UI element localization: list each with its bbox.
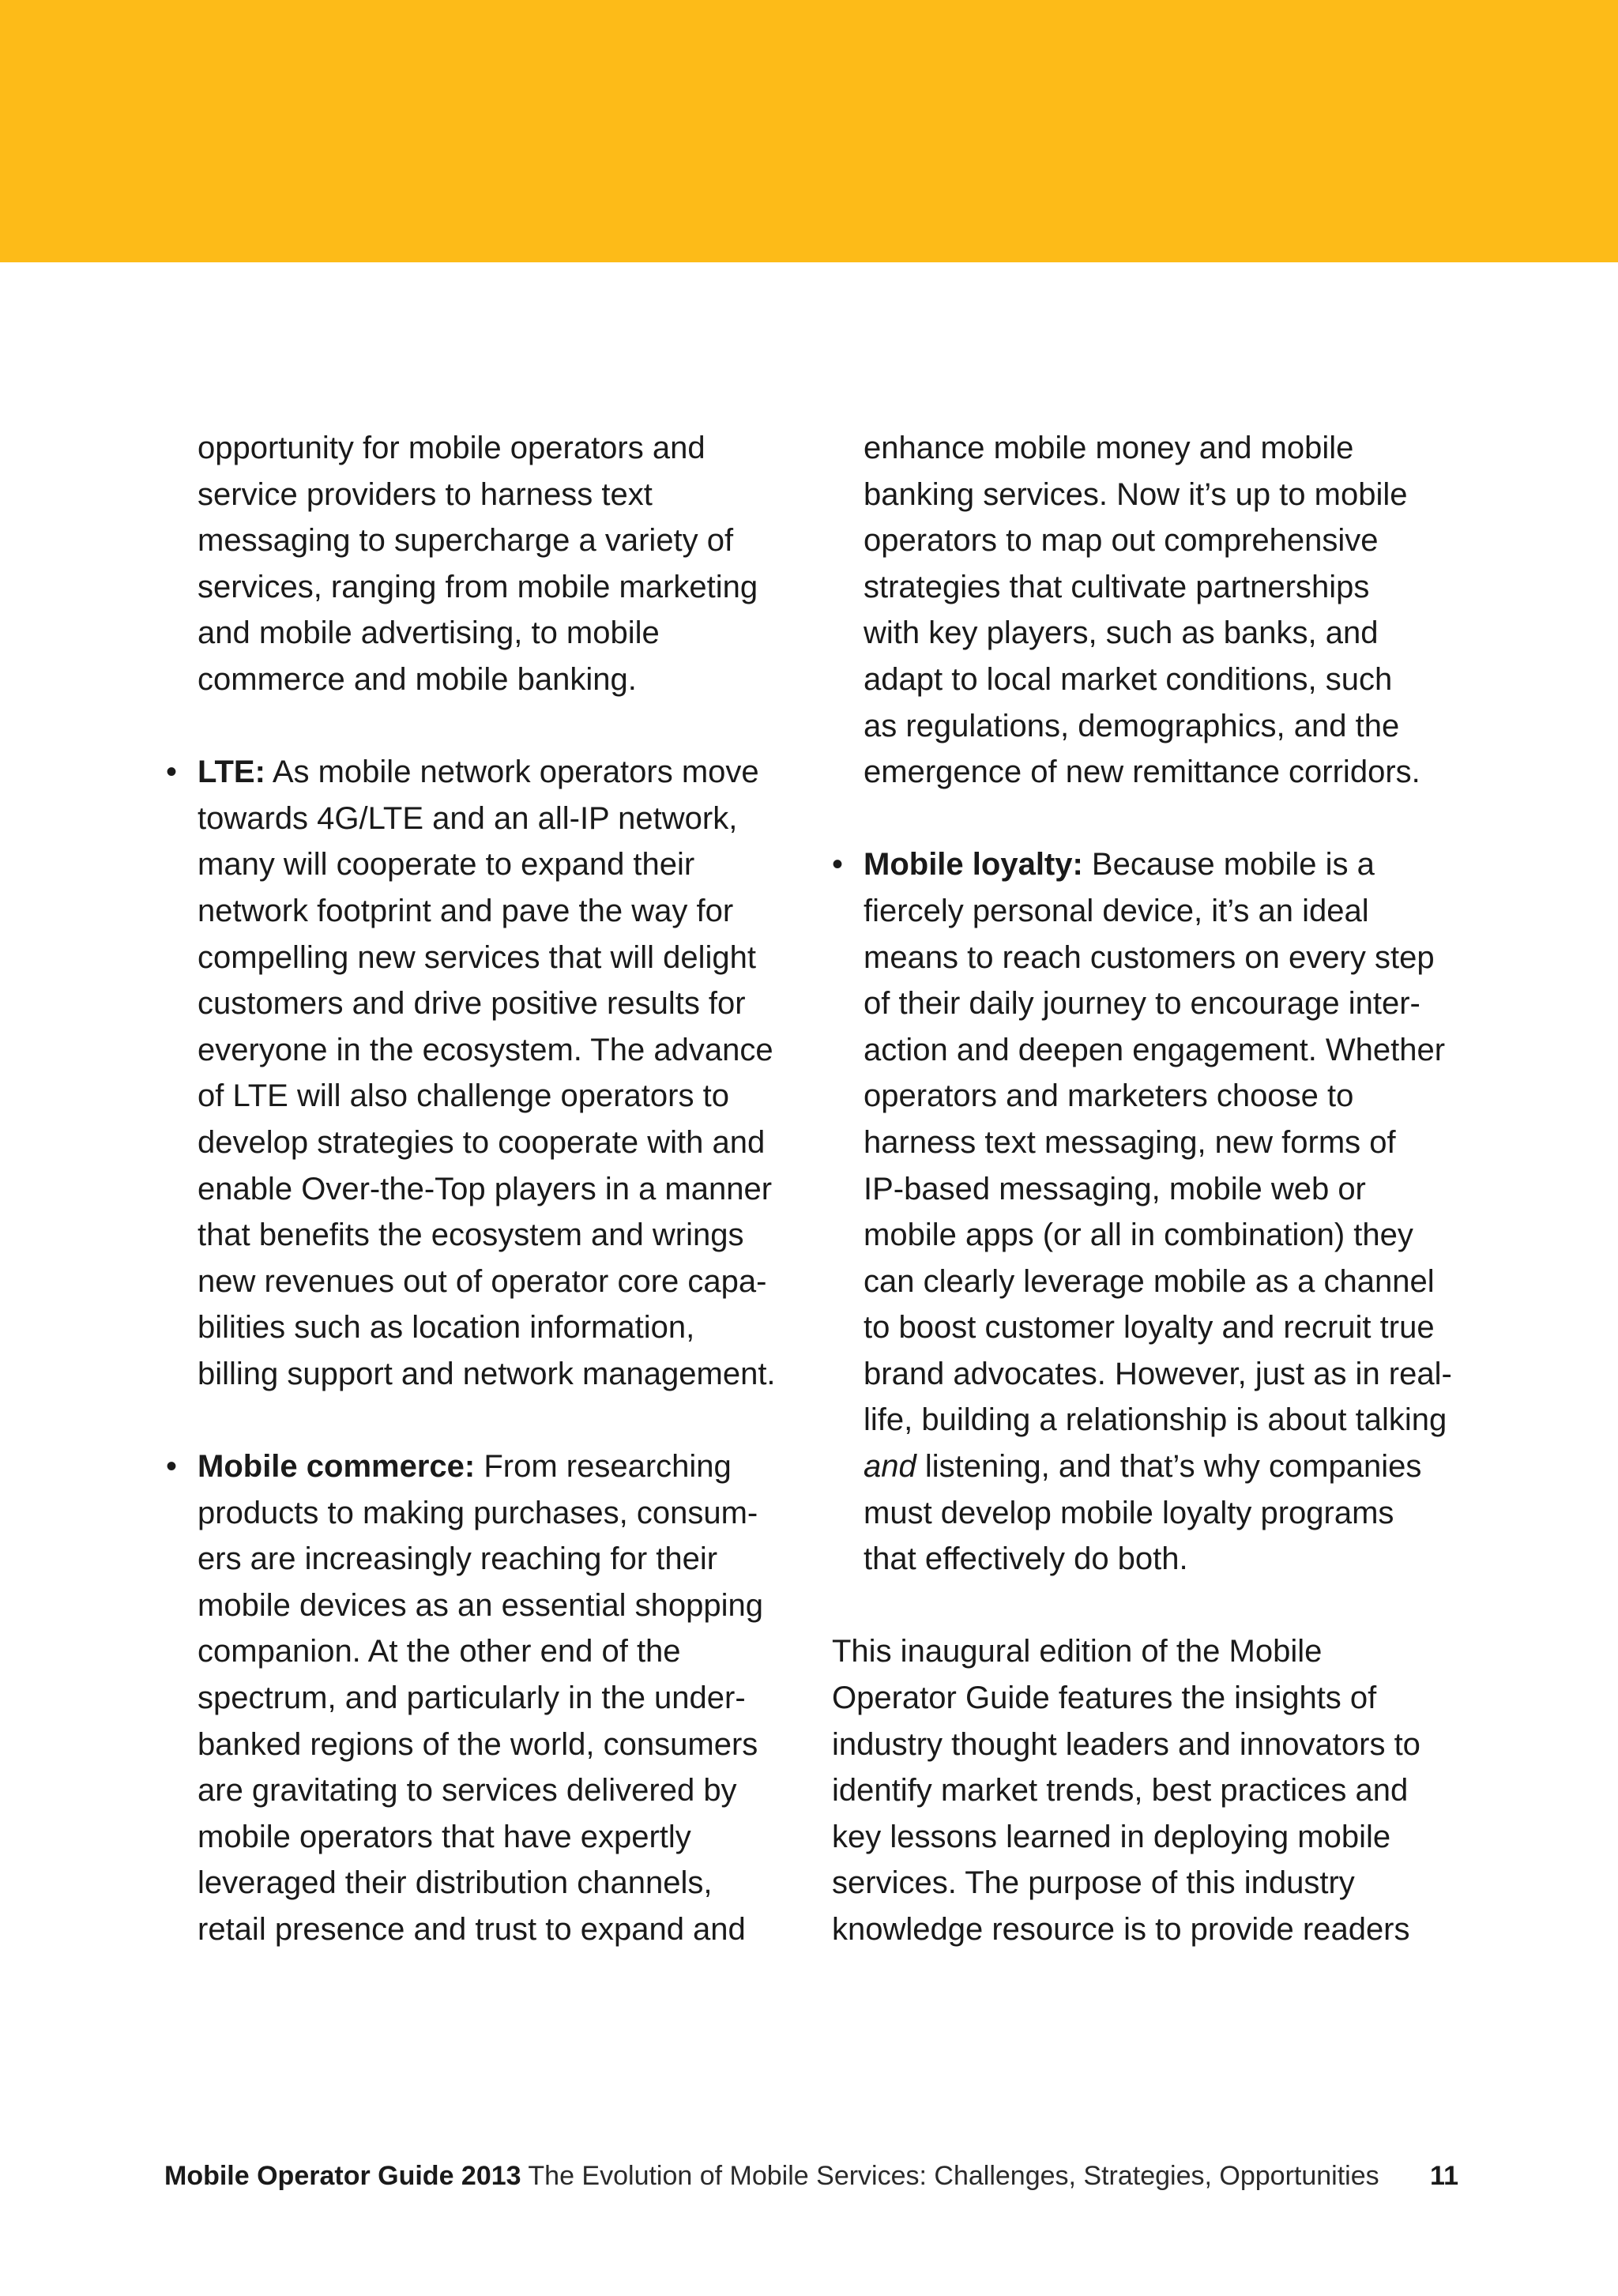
- text-line: of LTE will also challenge operators to: [198, 1078, 729, 1114]
- bullet-dot-icon: •: [832, 847, 844, 883]
- text-fragment: listening, and that’s why companies: [916, 1449, 1422, 1485]
- text-line: fiercely personal device, it’s an ideal: [864, 893, 1369, 928]
- text-line: enhance mobile money and mobile: [864, 431, 1354, 465]
- text-line: with key players, such as banks, and: [864, 615, 1379, 651]
- text-line: compelling new services that will delight: [198, 939, 756, 975]
- text-line: strategies that cultivate partnerships: [864, 569, 1370, 604]
- text-line: harness text messaging, new forms of: [864, 1124, 1396, 1160]
- text-line: leveraged their distribution channels,: [198, 1865, 713, 1901]
- text-line: that benefits the ecosystem and wrings: [198, 1218, 744, 1253]
- header-color-band: [0, 0, 1618, 262]
- bullet-first-line: [198, 1443, 806, 1490]
- footer-title: Mobile Operator Guide 2013: [164, 2161, 521, 2191]
- bullet-first-line: [198, 749, 806, 796]
- text-line: industry thought leaders and innovators to: [832, 1726, 1420, 1762]
- text-line: billing support and network management.: [198, 1356, 776, 1391]
- text-line: must develop mobile loyalty programs: [864, 1495, 1394, 1530]
- text-line: customers and drive positive results for: [198, 986, 746, 1022]
- text-line: enable Over-the-Top players in a manner: [198, 1171, 773, 1206]
- text-line-with-italic: [864, 1443, 1464, 1490]
- text-line: to boost customer loyalty and recruit true: [864, 1310, 1435, 1346]
- page-number: 11: [1430, 2161, 1458, 2191]
- text-line: brand advocates. However, just as in real-: [864, 1356, 1452, 1391]
- bullet-title: Mobile commerce:: [198, 1449, 476, 1485]
- text-line: operators and marketers choose to: [864, 1078, 1354, 1114]
- text-line: operators to map out comprehensive: [864, 523, 1379, 559]
- text-line: of their daily journey to encourage inter-: [864, 986, 1420, 1022]
- bullet-mobile-commerce: [166, 1443, 806, 1953]
- text-line: banking services. Now it’s up to mobile: [864, 476, 1408, 512]
- text-line: network footprint and pave the way for: [198, 893, 734, 928]
- bullet-dot-icon: •: [166, 755, 178, 790]
- text-line: IP-based messaging, mobile web or: [864, 1171, 1366, 1206]
- page-footer: [164, 2154, 1457, 2198]
- text-line: knowledge resource is to provide readers: [832, 1912, 1410, 1947]
- text-line: that effectively do both.: [864, 1541, 1188, 1577]
- text-line: products to making purchases, consum-: [198, 1495, 758, 1530]
- text-line: messaging to supercharge a variety of: [198, 523, 734, 559]
- left-column: [166, 425, 806, 1953]
- continuation-paragraph: [832, 425, 1464, 796]
- text-line: services, ranging from mobile marketing: [198, 569, 758, 604]
- text-line: service providers to harness text: [198, 476, 653, 512]
- text-line: Operator Guide features the insights of: [832, 1681, 1377, 1716]
- text-line: action and deepen engagement. Whether: [864, 1032, 1446, 1067]
- text-line: ers are increasingly reaching for their: [198, 1541, 718, 1577]
- text-line: identify market trends, best practices and: [832, 1773, 1409, 1809]
- closing-paragraph: [832, 1628, 1464, 1952]
- text-line: bilities such as location information,: [198, 1310, 695, 1346]
- bullet-title: LTE:: [198, 755, 265, 790]
- right-column: [832, 425, 1464, 1953]
- text-line: commerce and mobile banking.: [198, 661, 637, 697]
- text-line: mobile apps (or all in combination) they: [864, 1218, 1413, 1253]
- text-line: means to reach customers on every step: [864, 939, 1435, 975]
- text-line: life, building a relationship is about talking: [864, 1402, 1447, 1438]
- text-line: many will cooperate to expand their: [198, 847, 695, 883]
- text-line: are gravitating to services delivered by: [198, 1773, 737, 1809]
- bullet-dot-icon: •: [166, 1449, 178, 1485]
- text-line: key lessons learned in deploying mobile: [832, 1819, 1391, 1854]
- text-line: This inaugural edition of the Mobile: [832, 1634, 1323, 1669]
- text-line: opportunity for mobile operators and: [198, 431, 706, 465]
- intro-paragraph: [166, 425, 806, 703]
- text-line: everyone in the ecosystem. The advance: [198, 1032, 773, 1067]
- italic-word: and: [864, 1449, 916, 1485]
- text-line: services. The purpose of this industry: [832, 1865, 1355, 1901]
- text-line: adapt to local market conditions, such: [864, 661, 1393, 697]
- text-line: towards 4G/LTE and an all-IP network,: [198, 800, 738, 836]
- footer-subtitle: The Evolution of Mobile Services: Challenges, Strategies, Opportunities: [521, 2161, 1379, 2191]
- text-line: mobile operators that have expertly: [198, 1819, 691, 1854]
- text-line: and mobile advertising, to mobile: [198, 615, 660, 651]
- bullet-lead: As mobile network operators move: [265, 755, 759, 790]
- bullet-lead: From researching: [475, 1449, 732, 1485]
- text-line: can clearly leverage mobile as a channel: [864, 1263, 1435, 1299]
- text-line: banked regions of the world, consumers: [198, 1726, 758, 1762]
- text-line: mobile devices as an essential shopping: [198, 1587, 763, 1623]
- bullet-title: Mobile loyalty:: [864, 847, 1083, 883]
- text-line: new revenues out of operator core capa-: [198, 1263, 767, 1299]
- text-line: develop strategies to cooperate with and: [198, 1124, 766, 1160]
- text-line: spectrum, and particularly in the under-: [198, 1681, 746, 1716]
- bullet-first-line: [864, 841, 1464, 888]
- bullet-lead: Because mobile is a: [1082, 847, 1375, 883]
- text-line: companion. At the other end of the: [198, 1634, 681, 1669]
- bullet-lte: [166, 749, 806, 1397]
- text-line: emergence of new remittance corridors.: [864, 755, 1420, 790]
- bullet-mobile-loyalty: [832, 841, 1464, 1583]
- text-line: as regulations, demographics, and the: [864, 708, 1400, 743]
- text-line: retail presence and trust to expand and: [198, 1912, 746, 1947]
